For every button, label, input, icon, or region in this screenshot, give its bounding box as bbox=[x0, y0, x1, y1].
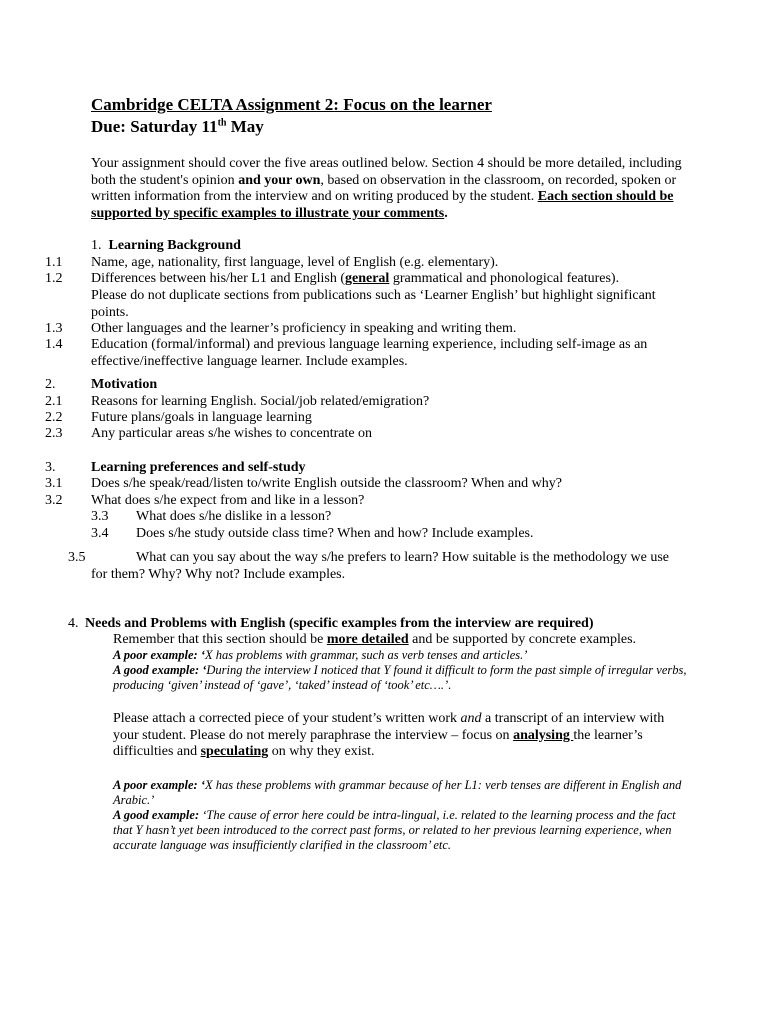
item-number: 2.2 bbox=[45, 410, 63, 425]
item-number: 1.4 bbox=[45, 337, 63, 352]
item-text: Any particular areas s/he wishes to concentrate on bbox=[91, 426, 373, 441]
document-title: Cambridge CELTA Assignment 2: Focus on the learner bbox=[91, 95, 492, 114]
section-2-heading: Motivation bbox=[91, 377, 158, 392]
item-text: What does s/he dislike in a lesson? bbox=[136, 509, 332, 524]
item-text-continued: for them? Why? Why not? Include examples. bbox=[91, 567, 346, 582]
item-text: Education (formal/informal) and previous language learning experience, including self-image as an effective/ineffective language learner. Include examples. bbox=[91, 337, 648, 369]
item-text: Does s/he speak/read/listen to/write English outside the classroom? When and why? bbox=[91, 476, 562, 491]
item-number: 1.2 bbox=[45, 271, 63, 286]
item-number: 3.5 bbox=[68, 550, 86, 565]
item-text: Differences between his/her L1 and English (general grammatical and phonological features). bbox=[91, 271, 620, 286]
item-text: What can you say about the way s/he prefers to learn? How suitable is the methodology we use bbox=[136, 550, 670, 565]
item-text: Name, age, nationality, first language, level of English (e.g. elementary). bbox=[91, 255, 499, 270]
section-number: 4. bbox=[68, 616, 79, 631]
item-number: 2.3 bbox=[45, 426, 63, 441]
poor-example: A poor example: ‘X has these problems with grammar because of her L1: verb tenses are different in English and Arabic.’ bbox=[113, 778, 682, 807]
poor-example: A poor example: ‘X has problems with grammar, such as verb tenses and articles.’ bbox=[113, 648, 528, 662]
due-date: Due: Saturday 11th May bbox=[91, 117, 264, 136]
item-note: Please do not duplicate sections from publications such as ‘Learner English’ but highlight significant points. bbox=[91, 288, 656, 320]
item-text: Future plans/goals in language learning bbox=[91, 410, 312, 425]
item-number: 3.4 bbox=[91, 526, 109, 541]
item-number: 3.1 bbox=[45, 476, 63, 491]
item-text: Does s/he study outside class time? When and how? Include examples. bbox=[136, 526, 534, 541]
item-number: 1.1 bbox=[45, 255, 63, 270]
section-number: 3. bbox=[45, 460, 56, 475]
good-example: A good example: ‘The cause of error here could be intra-lingual, i.e. related to the learning process and the fact that Y hasn’t yet been introduced to the correct past forms, or related to her previous learning experience, when accurate language was insufficiently clarified in the classroom’ etc. bbox=[113, 808, 676, 852]
reminder-text: Remember that this section should be more detailed and be supported by concrete examples. bbox=[113, 632, 637, 647]
item-number: 3.2 bbox=[45, 493, 63, 508]
section-number: 2. bbox=[45, 377, 56, 392]
attach-instructions: Please attach a corrected piece of your student’s written work and a transcript of an interview with your student. Please do not merely paraphrase the interview – focus on analysing the learner’s difficulties and speculating on why they exist. bbox=[113, 711, 665, 759]
item-text: Reasons for learning English. Social/job related/emigration? bbox=[91, 394, 430, 409]
item-text: Other languages and the learner’s proficiency in speaking and writing them. bbox=[91, 321, 517, 336]
section-1-heading: 1. Learning Background bbox=[91, 238, 241, 253]
item-text: What does s/he expect from and like in a lesson? bbox=[91, 493, 365, 508]
intro-paragraph: Your assignment should cover the five areas outlined below. Section 4 should be more detailed, including both the student's opinion and your own, based on observation in the classroom, on recorded, spoken or written information from the interview and on writing produced by the student. Each section should be supported by specific examples to illustrate your comments. bbox=[91, 156, 682, 221]
section-4-heading: Needs and Problems with English (specific examples from the interview are required) bbox=[85, 616, 594, 631]
item-number: 3.3 bbox=[91, 509, 109, 524]
item-number: 2.1 bbox=[45, 394, 63, 409]
section-3-heading: Learning preferences and self-study bbox=[91, 460, 306, 475]
item-number: 1.3 bbox=[45, 321, 63, 336]
good-example: A good example: ‘During the interview I noticed that Y found it difficult to form the past simple of irregular verbs, producing ‘given’ instead of ‘gave’, ‘taked’ instead of ‘took’ etc….’. bbox=[113, 663, 687, 692]
